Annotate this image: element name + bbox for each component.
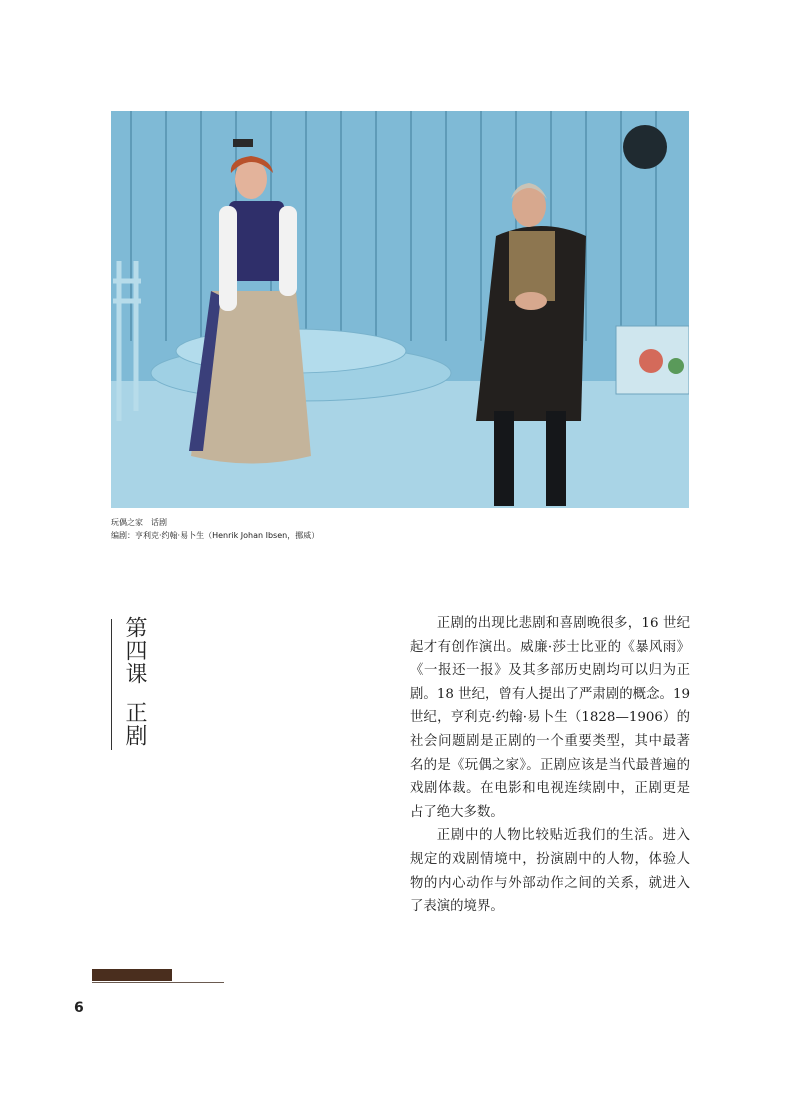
caption-title: 玩偶之家 话剧: [111, 518, 167, 527]
lesson-number: 第四课: [122, 616, 147, 685]
paragraph: 正剧中的人物比较贴近我们的生活。进入规定的戏剧情境中，扮演剧中的人物，体验人物的内心动作与外部动作之间的关系，就进入了表演的境界。: [410, 828, 690, 915]
lesson-heading: [119, 616, 150, 756]
paragraph: 正剧的出现比悲剧和喜剧晚很多，16 世纪起才有创作演出。威廉·莎士比亚的《暴风雨》《一报还一报》及其多部历史剧均可以归为正剧。18 世纪，曾有人提出了严肃剧的概念。19 世纪，亨利克·约翰·易卜生（1828—1906）的社会问题剧是正剧的一个重要类型，其中最著名的是《玩偶之家》。正剧应该是当代最普遍的戏剧体裁。在电影和电视连续剧中，正剧更是占了绝大多数。: [410, 616, 690, 820]
lesson-title: 正剧: [122, 701, 147, 747]
caption-author: 编剧：亨利克·约翰·易卜生（Henrik Johan Ibsen，挪威）: [111, 531, 320, 540]
photo-caption: [111, 516, 319, 542]
page-number: 6: [74, 1000, 84, 1016]
stage-scene-illustration: [111, 111, 689, 508]
stage-photo: [111, 111, 689, 508]
body-text: [410, 612, 690, 919]
footer-line: [92, 982, 224, 983]
footer-bar: [92, 969, 172, 981]
lesson-divider: [111, 619, 112, 750]
